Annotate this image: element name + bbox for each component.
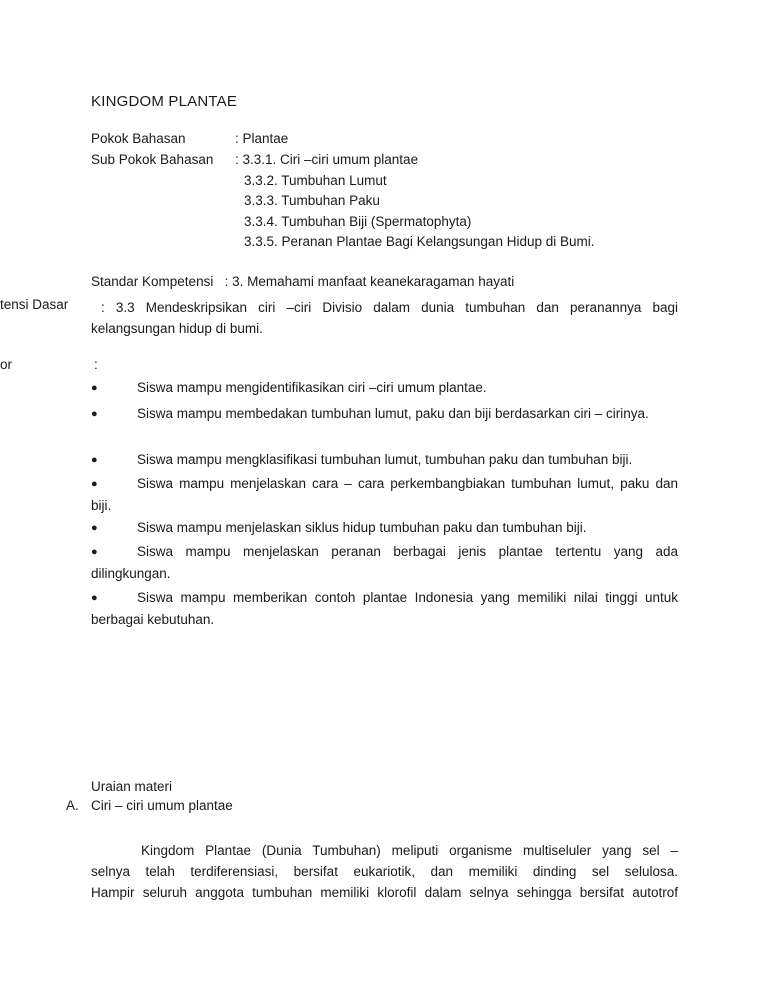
list-item-text: Siswa mampu menjelaskan siklus hidup tumbuhan paku dan tumbuhan biji. <box>137 520 587 535</box>
sub-topic-item: 3.3.4. Tumbuhan Biji (Spermatophyta) <box>244 214 472 229</box>
list-item <box>91 403 678 425</box>
list-item-text: Siswa mampu memberikan contoh plantae Indonesia yang memiliki nilai tinggi untuk berbagai kebutuhan. <box>91 590 678 627</box>
list-item <box>91 541 678 584</box>
list-item <box>91 377 678 399</box>
pokok-bahasan-value: : Plantae <box>235 131 289 146</box>
list-item-text: Siswa mampu menjelaskan cara – cara perkembangbiakan tumbuhan lumut, paku dan biji. <box>91 476 678 513</box>
sub-topic-item: 3.3.5. Peranan Plantae Bagi Kelangsungan Hidup di Bumi. <box>244 234 595 249</box>
sub-pokok-bahasan-first: : 3.3.1. Ciri –ciri umum plantae <box>235 152 419 167</box>
list-item <box>91 587 678 630</box>
indikator-label: or <box>0 357 13 372</box>
document-title: KINGDOM PLANTAE <box>91 93 238 110</box>
list-item-text: Siswa mampu membedakan tumbuhan lumut, paku dan biji berdasarkan ciri – cirinya. <box>137 406 649 421</box>
section-heading: Ciri – ciri umum plantae <box>91 798 233 813</box>
pokok-bahasan-label: Pokok Bahasan <box>91 131 186 146</box>
list-item <box>91 473 678 516</box>
kompetensi-dasar-line1: : 3.3 Mendeskripsikan ciri –ciri Divisio dalam dunia tumbuhan dan peranannya bagi <box>101 300 678 315</box>
bullet-icon: ● <box>91 592 98 604</box>
standar-kompetensi: Standar Kompetensi : 3. Memahami manfaat keanekaragaman hayati <box>91 274 515 289</box>
bullet-icon: ● <box>91 408 98 420</box>
paragraph-line1: Kingdom Plantae (Dunia Tumbuhan) meliputi organisme multiseluler yang sel – <box>141 843 678 858</box>
bullet-icon: ● <box>91 546 98 558</box>
list-item <box>91 449 678 471</box>
indikator-colon: : <box>94 357 98 372</box>
bullet-icon: ● <box>91 382 98 394</box>
paragraph-line3: Hampir seluruh anggota tumbuhan memiliki klorofil dalam selnya sehingga bersifat autotrof <box>91 885 678 900</box>
sub-pokok-bahasan-label: Sub Pokok Bahasan <box>91 152 214 167</box>
body-paragraph <box>91 840 678 903</box>
uraian-materi-heading: Uraian materi <box>91 779 173 794</box>
list-item-text: Siswa mampu mengidentifikasikan ciri –ciri umum plantae. <box>137 380 487 395</box>
kompetensi-dasar-text <box>91 297 678 339</box>
paragraph-line2: selnya telah terdiferensiasi, bersifat eukariotik, dan memiliki dinding sel selulosa. <box>91 864 678 879</box>
list-item <box>91 517 678 539</box>
section-marker: A. <box>66 798 79 813</box>
bullet-icon: ● <box>91 478 98 490</box>
bullet-icon: ● <box>91 522 98 534</box>
bullet-icon: ● <box>91 454 98 466</box>
list-item-text: Siswa mampu menjelaskan peranan berbagai jenis plantae tertentu yang ada dilingkungan. <box>91 544 678 581</box>
kompetensi-dasar-line2: kelangsungan hidup di bumi. <box>91 321 263 336</box>
sub-topic-item: 3.3.2. Tumbuhan Lumut <box>244 173 387 188</box>
sub-topic-item: 3.3.3. Tumbuhan Paku <box>244 193 380 208</box>
list-item-text: Siswa mampu mengklasifikasi tumbuhan lumut, tumbuhan paku dan tumbuhan biji. <box>137 452 633 467</box>
kompetensi-dasar-label: tensi Dasar <box>0 297 69 312</box>
